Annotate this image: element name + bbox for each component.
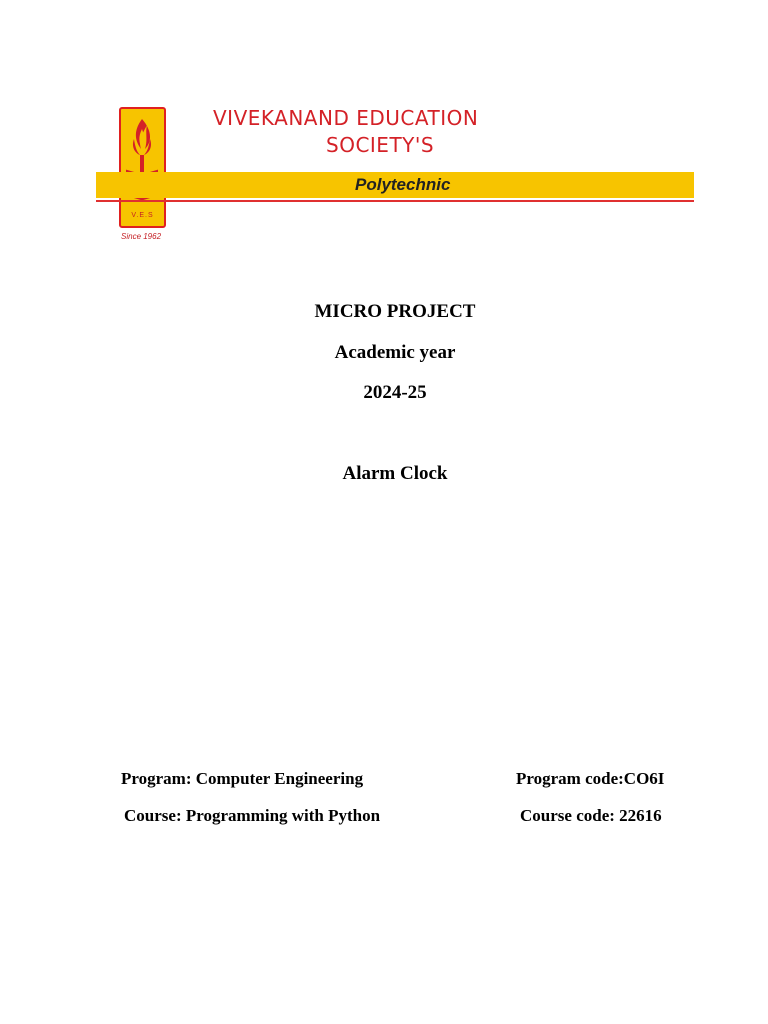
project-title: Alarm Clock [342,463,448,484]
program-label: Program: Computer Engineering [121,769,364,788]
doc-heading: MICRO PROJECT [314,301,476,322]
banner-divider [96,200,694,202]
academic-year-value: 2024-25 [363,382,427,403]
course-code-label: Course code: 22616 [520,806,662,825]
course-label: Course: Programming with Python [124,806,381,825]
program-code-label: Program code:CO6I [516,769,665,788]
ves-logo [119,107,166,228]
org-name-line1: VIVEKANAND EDUCATION [213,106,479,130]
logo-text: V.E.S [131,212,154,219]
banner-label: Polytechnic [355,175,451,194]
academic-year-label: Academic year [334,342,456,363]
org-name-line2: SOCIETY'S [326,133,435,157]
header-banner [0,0,768,260]
since-label: Since 1962 [121,232,162,241]
